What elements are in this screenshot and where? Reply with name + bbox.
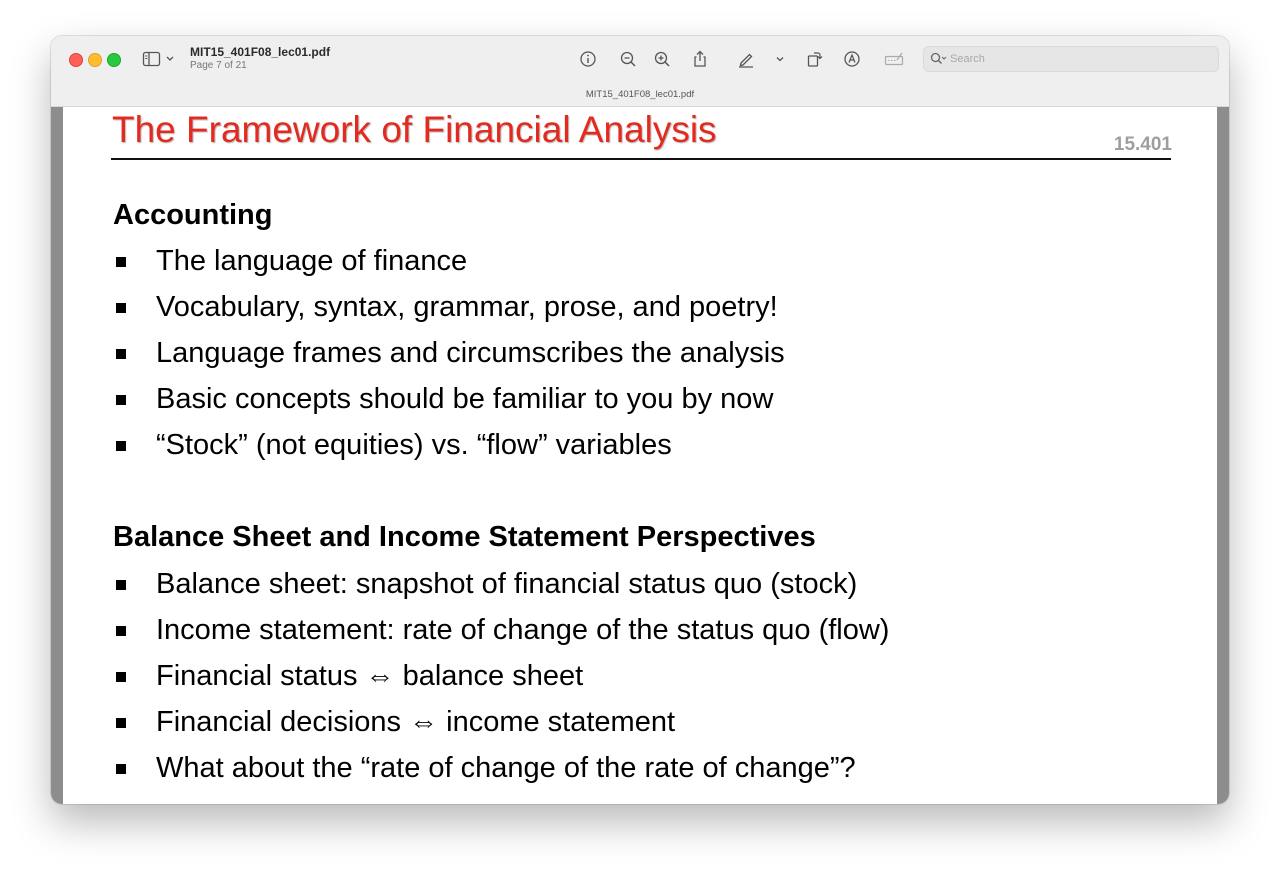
course-code: 15.401 xyxy=(1113,134,1172,155)
bullet-square-icon xyxy=(116,718,126,728)
document-viewer[interactable] xyxy=(51,107,1229,804)
bullet-square-icon xyxy=(116,580,126,590)
bullet-text: Income statement: rate of change of the status quo (flow) xyxy=(156,614,890,646)
info-icon xyxy=(577,48,599,70)
bullet-square-icon xyxy=(116,349,126,359)
rotate-icon xyxy=(803,48,825,70)
bullet-square-icon xyxy=(116,764,126,774)
annotate-icon xyxy=(841,48,863,70)
close-window-button[interactable] xyxy=(69,53,83,67)
bullet-text: Vocabulary, syntax, grammar, prose, and poetry! xyxy=(156,291,778,323)
bullet-text: Balance sheet: snapshot of financial status quo (stock) xyxy=(156,568,858,600)
bullet-text: What about the “rate of change of the rate of change”? xyxy=(156,752,856,784)
bullet-text: Language frames and circumscribes the analysis xyxy=(156,337,785,369)
tab-title: MIT15_401F08_lec01.pdf xyxy=(585,89,695,100)
zoom-out-icon xyxy=(617,48,639,70)
info-button[interactable] xyxy=(577,48,599,70)
form-fill-button[interactable] xyxy=(883,48,905,70)
chevron-down-icon xyxy=(769,48,791,70)
annotate-button[interactable] xyxy=(841,48,863,70)
sidebar-toggle-button[interactable] xyxy=(142,49,178,69)
page-indicator: Page 7 of 21 xyxy=(190,60,247,71)
bullet-text: Financial decisions ⇔ income statement xyxy=(156,706,676,738)
bullet-text: Financial status ⇔ balance sheet xyxy=(156,660,584,692)
search-input[interactable] xyxy=(950,49,1210,69)
bullet-square-icon xyxy=(116,672,126,682)
bullet-square-icon xyxy=(116,626,126,636)
title-underline xyxy=(111,158,1171,160)
sidebar-icon xyxy=(142,49,178,69)
markup-pen-icon xyxy=(735,48,757,70)
slide-title: The Framework of Financial Analysis xyxy=(112,109,717,150)
bullet-text: The language of finance xyxy=(156,245,468,277)
section-heading: Accounting xyxy=(113,199,273,231)
markup-button[interactable] xyxy=(735,48,757,70)
bullet-square-icon xyxy=(116,395,126,405)
minimize-window-button[interactable] xyxy=(88,53,102,67)
bullet-square-icon xyxy=(116,441,126,451)
bullet-square-icon xyxy=(116,257,126,267)
preview-window xyxy=(51,36,1229,804)
document-title[interactable]: MIT15_401F08_lec01.pdf xyxy=(190,45,331,59)
bullet-text: “Stock” (not equities) vs. “flow” variables xyxy=(156,429,672,461)
zoom-in-icon xyxy=(651,48,673,70)
share-button[interactable] xyxy=(689,48,711,70)
rotate-button[interactable] xyxy=(803,48,825,70)
title-bar xyxy=(51,36,1229,107)
form-fill-icon xyxy=(883,48,905,70)
maximize-window-button[interactable] xyxy=(107,53,121,67)
zoom-in-button[interactable] xyxy=(651,48,673,70)
bullet-text: Basic concepts should be familiar to you by now xyxy=(156,383,774,415)
search-field[interactable] xyxy=(923,46,1219,72)
share-icon xyxy=(689,48,711,70)
pdf-page xyxy=(63,107,1217,804)
bullet-square-icon xyxy=(116,303,126,313)
section-heading: Balance Sheet and Income Statement Perspectives xyxy=(113,521,816,553)
zoom-out-button[interactable] xyxy=(617,48,639,70)
search-icon xyxy=(929,51,947,67)
markup-menu-button[interactable] xyxy=(769,48,791,70)
